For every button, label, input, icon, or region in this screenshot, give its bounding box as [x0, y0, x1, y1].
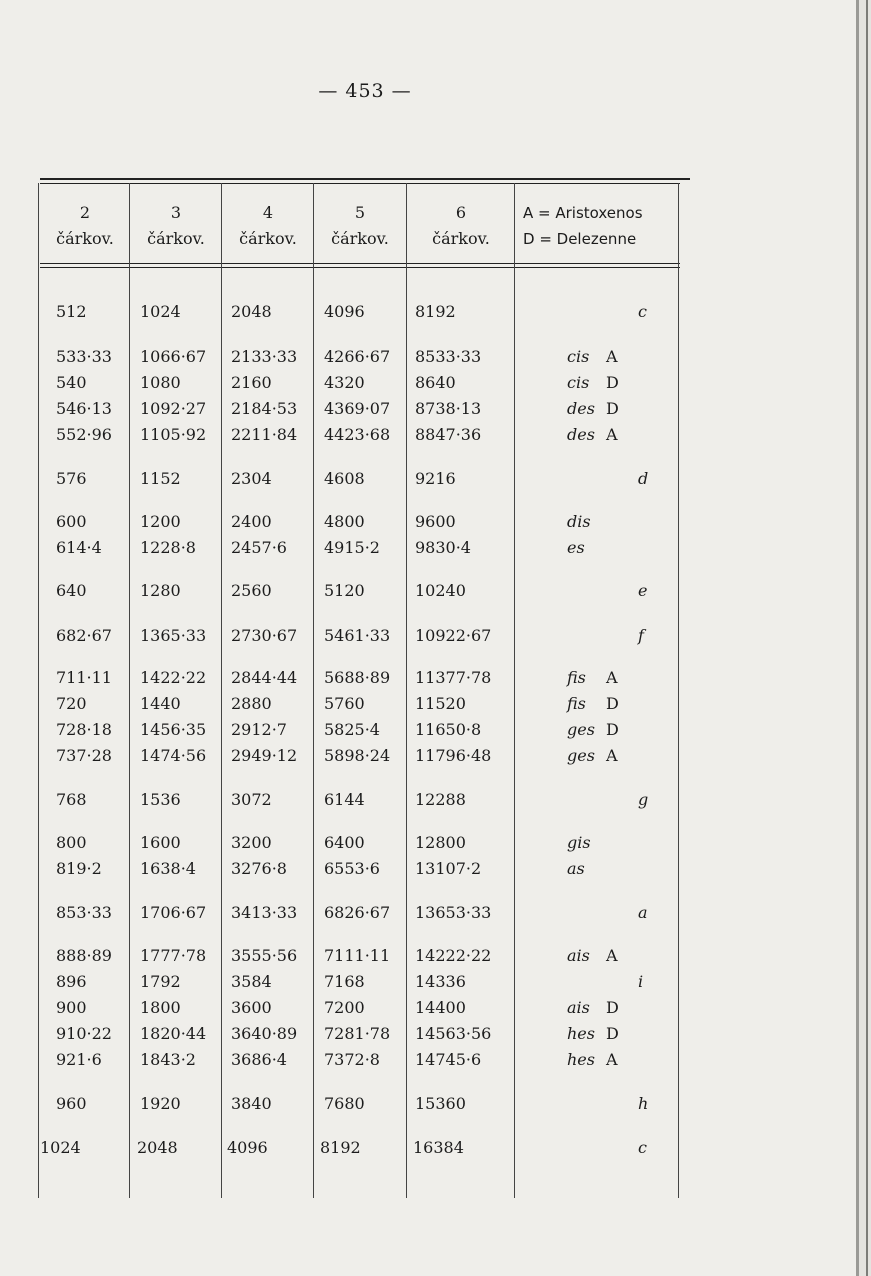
frequency-value: 540 — [56, 373, 87, 392]
frequency-value: 12800 — [415, 833, 466, 852]
frequency-value: 4915·2 — [324, 538, 380, 557]
frequency-value: 1105·92 — [140, 425, 207, 444]
frequency-value: 1422·22 — [140, 668, 207, 687]
header-col-4 — [222, 200, 314, 252]
note-source: A — [606, 746, 618, 765]
frequency-value: 1024 — [40, 1138, 81, 1157]
note-name: fis — [567, 668, 586, 687]
table-row — [0, 373, 700, 397]
frequency-value: 7281·78 — [324, 1024, 391, 1043]
frequency-value: 7372·8 — [324, 1050, 380, 1069]
frequency-value: 7168 — [324, 972, 365, 991]
frequency-value: 2304 — [231, 469, 272, 488]
note-source: D — [606, 720, 619, 739]
frequency-value: 546·13 — [56, 399, 112, 418]
note-name: es — [567, 538, 585, 557]
frequency-value: 3584 — [231, 972, 272, 991]
frequency-value: 1200 — [140, 512, 181, 531]
frequency-value: 1092·27 — [140, 399, 207, 418]
table-top-rule-inner — [40, 183, 680, 184]
frequency-value: 1152 — [140, 469, 181, 488]
table-row — [0, 694, 700, 718]
frequency-value: 2160 — [231, 373, 272, 392]
frequency-value: 1600 — [140, 833, 181, 852]
frequency-value: 9600 — [415, 512, 456, 531]
frequency-value: 14745·6 — [415, 1050, 482, 1069]
frequency-value: 6553·6 — [324, 859, 380, 878]
note-name: fis — [567, 694, 586, 713]
header-legend — [523, 200, 643, 252]
frequency-value: 11796·48 — [415, 746, 492, 765]
note-name: ges — [567, 746, 595, 765]
note-name: a — [638, 903, 648, 922]
note-name: hes — [567, 1050, 595, 1069]
frequency-value: 4096 — [227, 1138, 268, 1157]
frequency-value: 3072 — [231, 790, 272, 809]
note-source: A — [606, 668, 618, 687]
table-row — [0, 512, 700, 536]
note-name: c — [638, 1138, 647, 1157]
frequency-value: 2048 — [137, 1138, 178, 1157]
frequency-value: 3840 — [231, 1094, 272, 1113]
frequency-value: 1365·33 — [140, 626, 207, 645]
header-col-5 — [314, 200, 406, 252]
frequency-value: 614·4 — [56, 538, 102, 557]
frequency-value: 512 — [56, 302, 87, 321]
frequency-value: 896 — [56, 972, 87, 991]
table-row — [0, 790, 700, 814]
frequency-value: 11520 — [415, 694, 466, 713]
frequency-value: 1066·67 — [140, 347, 207, 366]
table-row — [0, 668, 700, 692]
frequency-value: 11650·8 — [415, 720, 482, 739]
frequency-value: 1638·4 — [140, 859, 196, 878]
note-source: A — [606, 946, 618, 965]
frequency-value: 2730·67 — [231, 626, 298, 645]
table-row — [0, 581, 700, 605]
frequency-value: 853·33 — [56, 903, 112, 922]
frequency-value: 5760 — [324, 694, 365, 713]
frequency-value: 8192 — [415, 302, 456, 321]
frequency-value: 819·2 — [56, 859, 102, 878]
frequency-value: 2400 — [231, 512, 272, 531]
note-name: des — [567, 399, 595, 418]
frequency-value: 1777·78 — [140, 946, 207, 965]
note-source: D — [606, 1024, 619, 1043]
frequency-value: 1456·35 — [140, 720, 207, 739]
table-row — [0, 626, 700, 650]
frequency-value: 13107·2 — [415, 859, 482, 878]
frequency-value: 10922·67 — [415, 626, 492, 645]
frequency-value: 800 — [56, 833, 87, 852]
note-name: e — [638, 581, 648, 600]
frequency-value: 711·11 — [56, 668, 112, 687]
table-row — [0, 425, 700, 449]
frequency-value: 7111·11 — [324, 946, 391, 965]
frequency-value: 900 — [56, 998, 87, 1017]
frequency-value: 8640 — [415, 373, 456, 392]
table-top-rule — [40, 178, 690, 180]
note-source: A — [606, 425, 618, 444]
frequency-value: 14400 — [415, 998, 466, 1017]
table-row — [0, 746, 700, 770]
note-name: ais — [567, 946, 590, 965]
frequency-value: 13653·33 — [415, 903, 492, 922]
frequency-value: 2048 — [231, 302, 272, 321]
frequency-value: 14563·56 — [415, 1024, 492, 1043]
header-number: 4 — [262, 203, 274, 222]
frequency-value: 8847·36 — [415, 425, 482, 444]
note-source: A — [606, 347, 618, 366]
frequency-value: 9216 — [415, 469, 456, 488]
frequency-value: 720 — [56, 694, 87, 713]
legend-delezenne: D = Delezenne — [523, 230, 637, 248]
frequency-value: 1024 — [140, 302, 181, 321]
frequency-value: 1792 — [140, 972, 181, 991]
frequency-value: 1820·44 — [140, 1024, 207, 1043]
frequency-value: 8738·13 — [415, 399, 482, 418]
note-name: ges — [567, 720, 595, 739]
frequency-value: 4320 — [324, 373, 365, 392]
frequency-value: 6400 — [324, 833, 365, 852]
table-row — [0, 469, 700, 493]
frequency-value: 1280 — [140, 581, 181, 600]
frequency-value: 737·28 — [56, 746, 112, 765]
frequency-value: 2457·6 — [231, 538, 287, 557]
header-unit: čárkov. — [147, 229, 205, 248]
table-row — [0, 538, 700, 562]
frequency-value: 2912·7 — [231, 720, 287, 739]
frequency-value: 2949·12 — [231, 746, 298, 765]
frequency-value: 3276·8 — [231, 859, 287, 878]
note-source: D — [606, 998, 619, 1017]
note-name: f — [638, 626, 644, 645]
note-name: cis — [567, 373, 590, 392]
note-name: c — [638, 302, 647, 321]
frequency-value: 2560 — [231, 581, 272, 600]
frequency-value: 960 — [56, 1094, 87, 1113]
note-name: gis — [567, 833, 591, 852]
frequency-value: 888·89 — [56, 946, 112, 965]
header-unit: čárkov. — [432, 229, 490, 248]
frequency-value: 7200 — [324, 998, 365, 1017]
header-col-3 — [130, 200, 222, 252]
note-source: A — [606, 1050, 618, 1069]
frequency-value: 3200 — [231, 833, 272, 852]
note-name: cis — [567, 347, 590, 366]
note-name: i — [638, 972, 644, 991]
note-name: h — [638, 1094, 649, 1113]
frequency-value: 1920 — [140, 1094, 181, 1113]
page-edge — [866, 0, 868, 1276]
note-name: as — [567, 859, 585, 878]
header-number: 2 — [79, 203, 91, 222]
frequency-value: 2844·44 — [231, 668, 298, 687]
note-name: g — [638, 790, 649, 809]
table-row — [0, 972, 700, 996]
frequency-value: 12288 — [415, 790, 466, 809]
frequency-value: 1440 — [140, 694, 181, 713]
frequency-value: 1800 — [140, 998, 181, 1017]
frequency-value: 6144 — [324, 790, 365, 809]
frequency-value: 4423·68 — [324, 425, 391, 444]
header-unit: čárkov. — [239, 229, 297, 248]
frequency-value: 16384 — [413, 1138, 464, 1157]
frequency-value: 6826·67 — [324, 903, 391, 922]
header-rule-double — [40, 267, 680, 268]
header-number: 5 — [354, 203, 366, 222]
note-name: des — [567, 425, 595, 444]
frequency-value: 2880 — [231, 694, 272, 713]
frequency-value: 728·18 — [56, 720, 112, 739]
table-row — [0, 347, 700, 371]
frequency-value: 910·22 — [56, 1024, 112, 1043]
frequency-value: 4096 — [324, 302, 365, 321]
frequency-value: 5461·33 — [324, 626, 391, 645]
frequency-value: 600 — [56, 512, 87, 531]
note-name: dis — [567, 512, 591, 531]
frequency-value: 3600 — [231, 998, 272, 1017]
frequency-value: 3640·89 — [231, 1024, 298, 1043]
frequency-value: 3413·33 — [231, 903, 298, 922]
note-name: d — [638, 469, 649, 488]
frequency-value: 682·67 — [56, 626, 112, 645]
header-col-2 — [40, 200, 130, 252]
table-row — [0, 1024, 700, 1048]
frequency-value: 921·6 — [56, 1050, 102, 1069]
frequency-value: 7680 — [324, 1094, 365, 1113]
frequency-value: 1474·56 — [140, 746, 207, 765]
page-number: — 453 — — [318, 80, 412, 102]
frequency-value: 4800 — [324, 512, 365, 531]
header-col-6 — [407, 200, 515, 252]
frequency-value: 10240 — [415, 581, 466, 600]
table-row — [0, 1138, 700, 1162]
header-unit: čárkov. — [331, 229, 389, 248]
header-number: 3 — [170, 203, 182, 222]
table-row — [0, 998, 700, 1022]
table-row — [0, 903, 700, 927]
frequency-value: 1536 — [140, 790, 181, 809]
frequency-value: 3686·4 — [231, 1050, 287, 1069]
header-rule — [40, 263, 680, 264]
table-row — [0, 833, 700, 857]
table-row — [0, 302, 700, 326]
frequency-value: 2211·84 — [231, 425, 298, 444]
frequency-value: 2184·53 — [231, 399, 298, 418]
table-row — [0, 946, 700, 970]
legend-aristoxenos: A = Aristoxenos — [523, 204, 643, 222]
frequency-value: 11377·78 — [415, 668, 492, 687]
frequency-value: 5825·4 — [324, 720, 380, 739]
frequency-value: 1843·2 — [140, 1050, 196, 1069]
frequency-value: 8192 — [320, 1138, 361, 1157]
note-name: hes — [567, 1024, 595, 1043]
frequency-value: 2133·33 — [231, 347, 298, 366]
frequency-value: 768 — [56, 790, 87, 809]
table-row — [0, 1050, 700, 1074]
table-row — [0, 399, 700, 423]
frequency-value: 8533·33 — [415, 347, 482, 366]
frequency-value: 4608 — [324, 469, 365, 488]
frequency-value: 640 — [56, 581, 87, 600]
table-row — [0, 859, 700, 883]
frequency-value: 14222·22 — [415, 946, 492, 965]
frequency-value: 552·96 — [56, 425, 112, 444]
frequency-value: 4266·67 — [324, 347, 391, 366]
frequency-value: 5688·89 — [324, 668, 391, 687]
frequency-value: 1080 — [140, 373, 181, 392]
frequency-value: 14336 — [415, 972, 466, 991]
frequency-value: 1706·67 — [140, 903, 207, 922]
header-unit: čárkov. — [56, 229, 114, 248]
frequency-value: 4369·07 — [324, 399, 391, 418]
table-row — [0, 1094, 700, 1118]
page-edge — [859, 0, 871, 1276]
header-number: 6 — [455, 203, 467, 222]
note-source: D — [606, 399, 619, 418]
frequency-value: 5120 — [324, 581, 365, 600]
frequency-value: 15360 — [415, 1094, 466, 1113]
frequency-value: 3555·56 — [231, 946, 298, 965]
table-row — [0, 720, 700, 744]
frequency-value: 5898·24 — [324, 746, 391, 765]
note-name: ais — [567, 998, 590, 1017]
note-source: D — [606, 694, 619, 713]
frequency-value: 533·33 — [56, 347, 112, 366]
note-source: D — [606, 373, 619, 392]
frequency-value: 576 — [56, 469, 87, 488]
frequency-value: 1228·8 — [140, 538, 196, 557]
frequency-value: 9830·4 — [415, 538, 471, 557]
